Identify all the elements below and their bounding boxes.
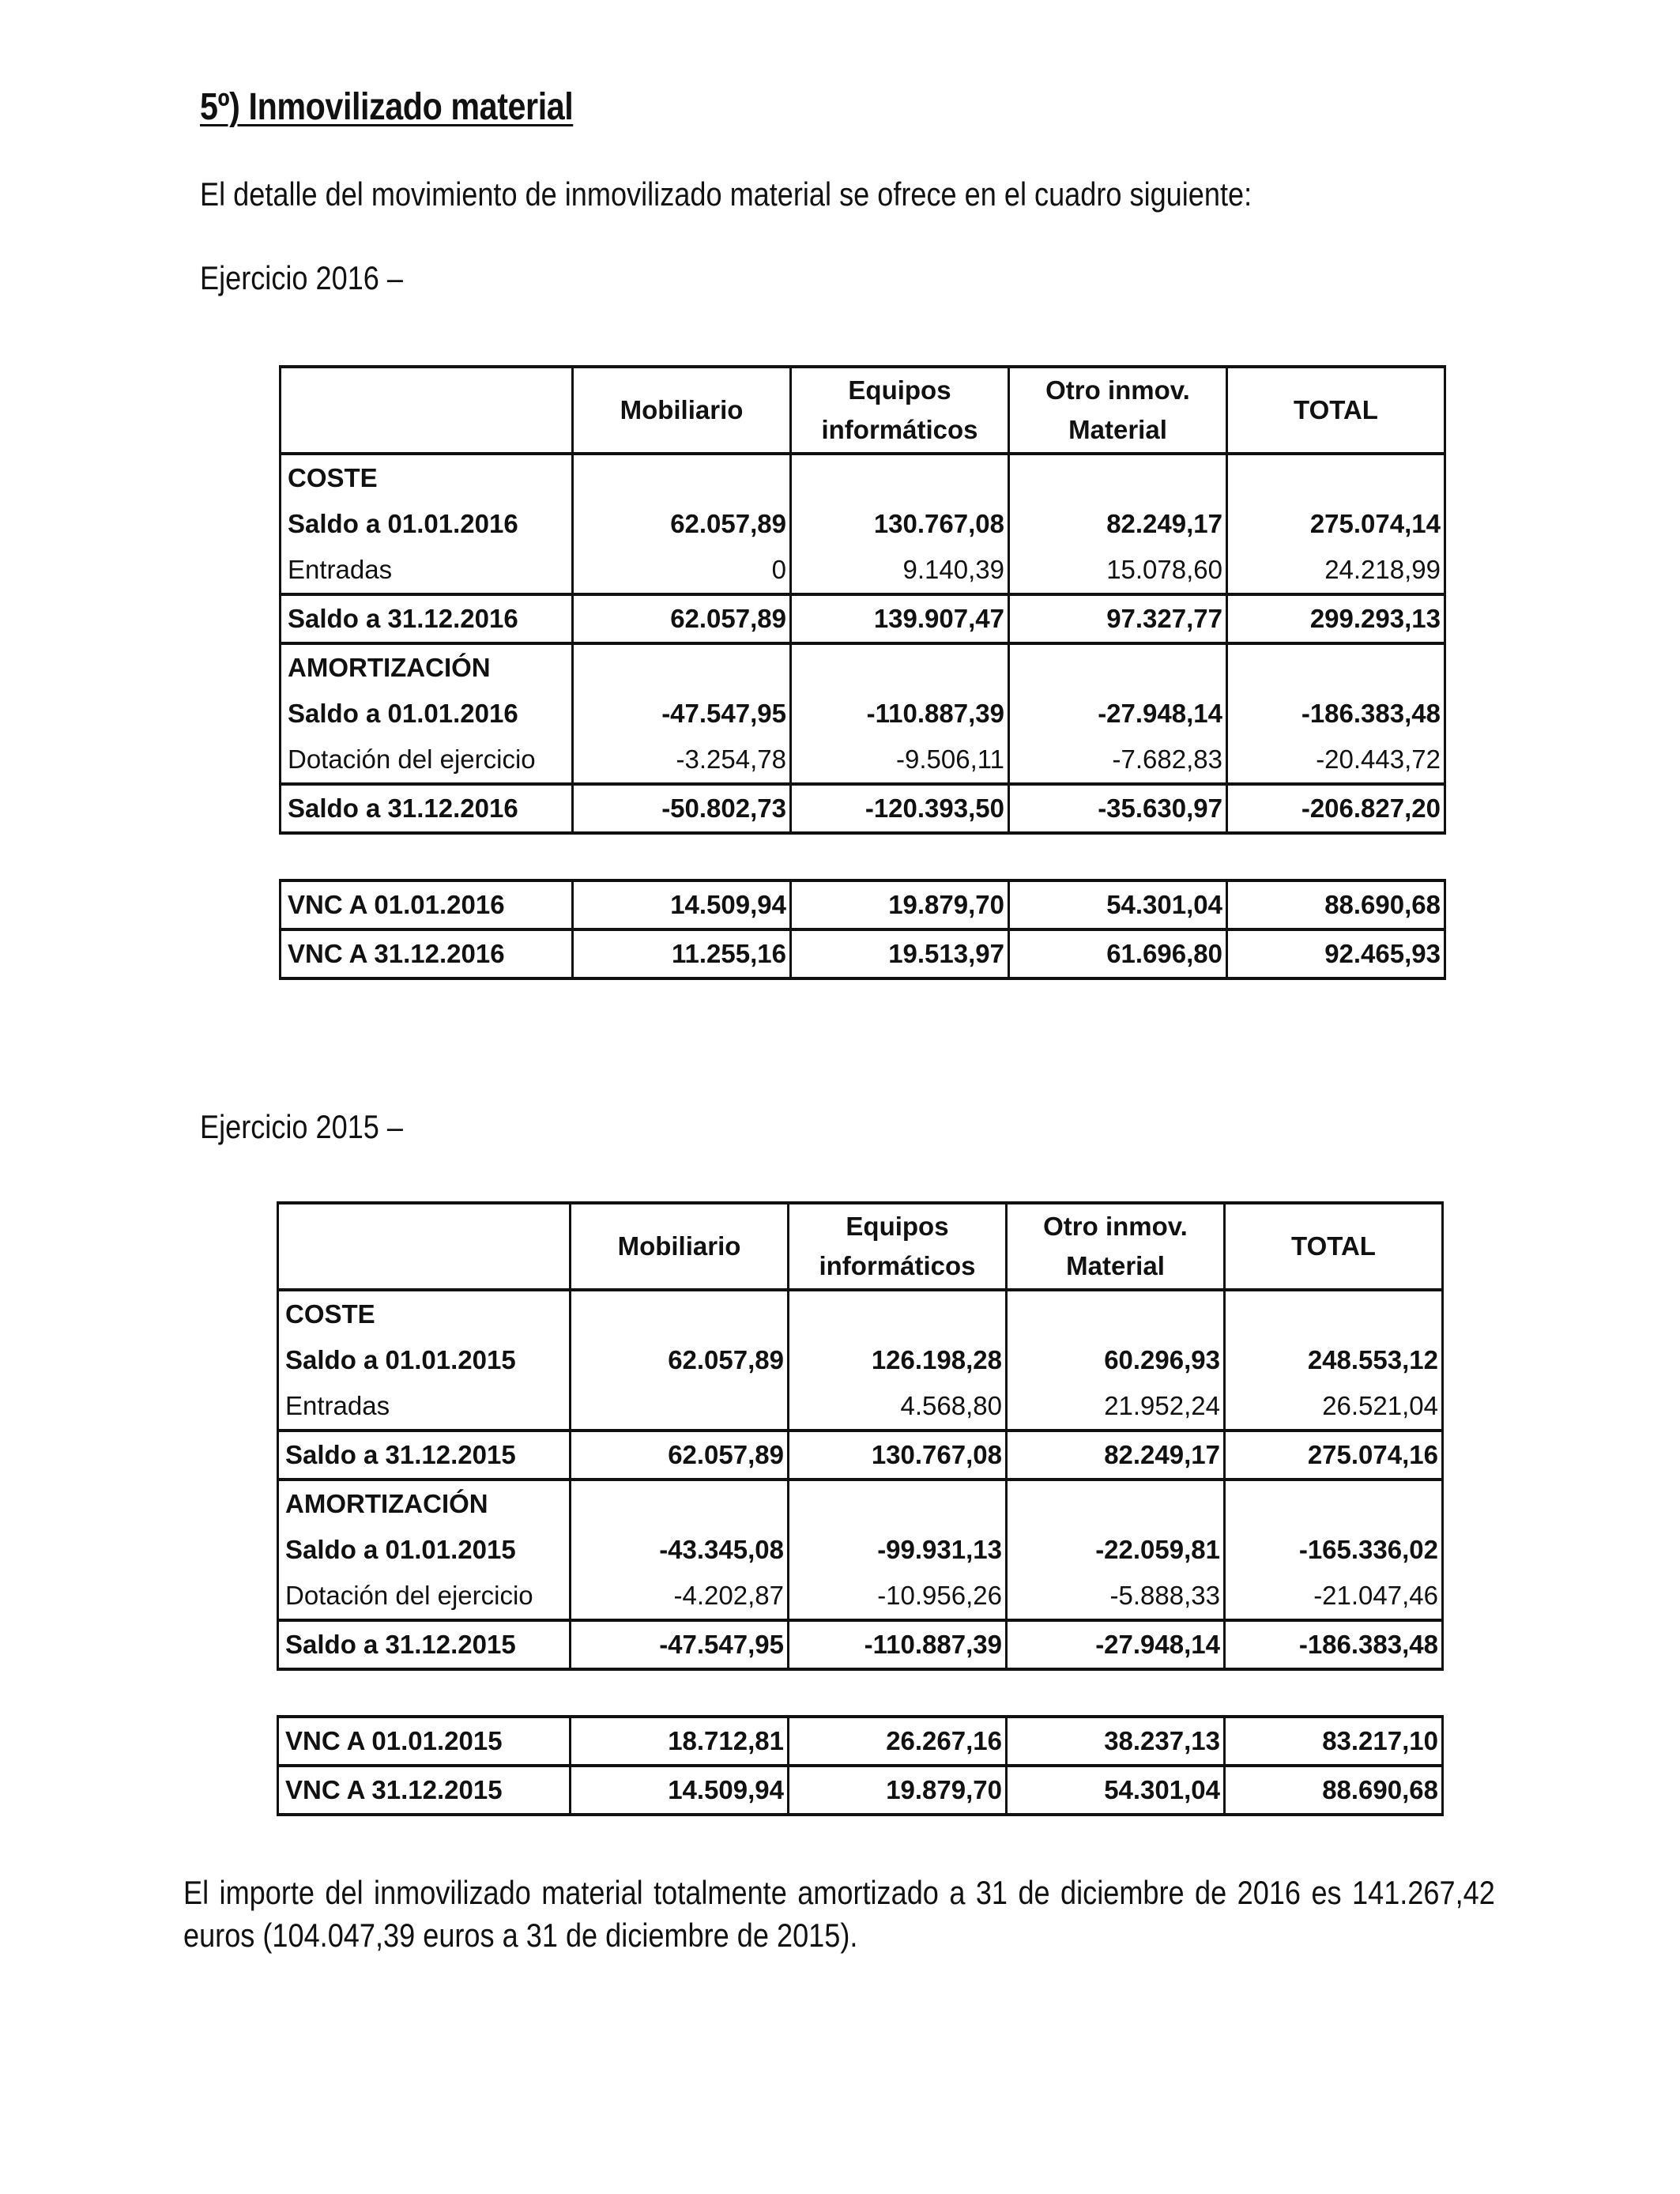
cell-mobiliario: -43.345,08 <box>571 1527 789 1573</box>
header-row <box>278 1203 1443 1290</box>
cell-otro: -35.630,97 <box>1009 784 1227 833</box>
intro-paragraph: El detalle del movimiento de inmovilizado material se ofrece en el cuadro siguiente: <box>200 175 1252 213</box>
cell-equipos: -110.887,39 <box>791 691 1009 737</box>
cell-equipos: -10.956,26 <box>789 1573 1007 1620</box>
cell-total: -21.047,46 <box>1225 1573 1443 1620</box>
cell-total: 83.217,10 <box>1225 1717 1443 1766</box>
row-label: Entradas <box>278 1383 571 1431</box>
table-row <box>278 1766 1443 1815</box>
row-label: Dotación del ejercicio <box>278 1573 571 1620</box>
table-row <box>278 1620 1443 1669</box>
table-row <box>281 594 1445 643</box>
row-label: Saldo a 31.12.2016 <box>281 784 573 833</box>
cell-mobiliario: 62.057,89 <box>571 1431 789 1480</box>
section-label: AMORTIZACIÓN <box>278 1480 571 1527</box>
cell-total: 24.218,99 <box>1227 547 1445 594</box>
row-label: Saldo a 01.01.2016 <box>281 501 573 547</box>
header-row <box>281 367 1445 454</box>
row-label: Saldo a 01.01.2015 <box>278 1527 571 1573</box>
cell-otro: -22.059,81 <box>1007 1527 1225 1573</box>
header-total: TOTAL <box>1227 367 1445 454</box>
table-row <box>278 1573 1443 1620</box>
cell-otro: -27.948,14 <box>1007 1620 1225 1669</box>
row-label: Saldo a 31.12.2015 <box>278 1431 571 1480</box>
table-spacer <box>281 833 1445 880</box>
header-otro: Otro inmov. Material <box>1007 1203 1225 1290</box>
cell-equipos: 139.907,47 <box>791 594 1009 643</box>
table-row <box>278 1431 1443 1480</box>
cell-equipos: -120.393,50 <box>791 784 1009 833</box>
cell-equipos: 9.140,39 <box>791 547 1009 594</box>
cell-mobiliario: -50.802,73 <box>573 784 791 833</box>
cell-total: -165.336,02 <box>1225 1527 1443 1573</box>
header-equipos: Equipos informáticos <box>789 1203 1007 1290</box>
cell-otro: 15.078,60 <box>1009 547 1227 594</box>
row-label: Saldo a 31.12.2016 <box>281 594 573 643</box>
cell-otro: 54.301,04 <box>1009 880 1227 929</box>
row-label: Entradas <box>281 547 573 594</box>
cell-mobiliario: 0 <box>573 547 791 594</box>
cell-equipos: 19.879,70 <box>789 1766 1007 1815</box>
header-equipos: Equipos informáticos <box>791 367 1009 454</box>
row-label: VNC A 31.12.2015 <box>278 1766 571 1815</box>
header-label <box>281 367 573 454</box>
cell-total: 88.690,68 <box>1227 880 1445 929</box>
cell-mobiliario: 14.509,94 <box>571 1766 789 1815</box>
cell-equipos: 130.767,08 <box>789 1431 1007 1480</box>
table-row <box>278 1527 1443 1573</box>
row-label: VNC A 31.12.2016 <box>281 929 573 978</box>
table-2016 <box>279 365 1446 980</box>
cell-equipos: -9.506,11 <box>791 737 1009 784</box>
cell-equipos: 126.198,28 <box>789 1337 1007 1383</box>
cell-total: -206.827,20 <box>1227 784 1445 833</box>
cell-equipos: 130.767,08 <box>791 501 1009 547</box>
cell-total: 275.074,16 <box>1225 1431 1443 1480</box>
row-label: VNC A 01.01.2016 <box>281 880 573 929</box>
cell-equipos: -99.931,13 <box>789 1527 1007 1573</box>
cell-otro: 21.952,24 <box>1007 1383 1225 1431</box>
cell-otro: 54.301,04 <box>1007 1766 1225 1815</box>
header-otro: Otro inmov. Material <box>1009 367 1227 454</box>
cell-equipos: 19.879,70 <box>791 880 1009 929</box>
table-2015 <box>277 1201 1444 1816</box>
closing-paragraph: El importe del inmovilizado material totalmente amortizado a 31 de diciembre de 2016 es 141.267,42 euros (104.047,39 euros a 31 de diciembre de 2015). <box>183 1874 1495 1954</box>
cell-mobiliario: -47.547,95 <box>573 691 791 737</box>
section-label: COSTE <box>281 454 573 501</box>
section-label: AMORTIZACIÓN <box>281 643 573 691</box>
cell-equipos: 4.568,80 <box>789 1383 1007 1431</box>
cell-mobiliario: 62.057,89 <box>573 594 791 643</box>
cell-otro: 61.696,80 <box>1009 929 1227 978</box>
row-label: Saldo a 01.01.2015 <box>278 1337 571 1383</box>
cell-total: 88.690,68 <box>1225 1766 1443 1815</box>
cell-otro: -5.888,33 <box>1007 1573 1225 1620</box>
cell-equipos: 26.267,16 <box>789 1717 1007 1766</box>
header-mobiliario: Mobiliario <box>573 367 791 454</box>
cell-mobiliario: 62.057,89 <box>573 501 791 547</box>
table-spacer <box>278 1669 1443 1717</box>
cell-total: 275.074,14 <box>1227 501 1445 547</box>
section-coste-row <box>281 454 1445 501</box>
cell-total: 92.465,93 <box>1227 929 1445 978</box>
cell-otro: 97.327,77 <box>1009 594 1227 643</box>
cell-mobiliario: 18.712,81 <box>571 1717 789 1766</box>
header-mobiliario: Mobiliario <box>571 1203 789 1290</box>
exercise-2015-heading: Ejercicio 2015 – <box>200 1108 404 1145</box>
section-amortizacion-row <box>278 1480 1443 1527</box>
table-row <box>281 880 1445 929</box>
header-total: TOTAL <box>1225 1203 1443 1290</box>
cell-total: 299.293,13 <box>1227 594 1445 643</box>
section-amortizacion-row <box>281 643 1445 691</box>
table-row <box>281 691 1445 737</box>
table-row <box>278 1337 1443 1383</box>
cell-mobiliario: 62.057,89 <box>571 1337 789 1383</box>
table-row <box>278 1717 1443 1766</box>
section-title: 5º) Inmovilizado material <box>200 86 574 128</box>
cell-total: -186.383,48 <box>1225 1620 1443 1669</box>
table-row <box>278 1383 1443 1431</box>
row-label: VNC A 01.01.2015 <box>278 1717 571 1766</box>
cell-mobiliario: 11.255,16 <box>573 929 791 978</box>
cell-otro: 82.249,17 <box>1009 501 1227 547</box>
cell-total: 26.521,04 <box>1225 1383 1443 1431</box>
row-label: Saldo a 31.12.2015 <box>278 1620 571 1669</box>
table-row <box>281 547 1445 594</box>
cell-otro: -27.948,14 <box>1009 691 1227 737</box>
table-row <box>281 929 1445 978</box>
row-label: Dotación del ejercicio <box>281 737 573 784</box>
cell-otro: -7.682,83 <box>1009 737 1227 784</box>
cell-total: -186.383,48 <box>1227 691 1445 737</box>
cell-mobiliario: -3.254,78 <box>573 737 791 784</box>
cell-mobiliario <box>571 1383 789 1431</box>
cell-equipos: -110.887,39 <box>789 1620 1007 1669</box>
section-coste-row <box>278 1290 1443 1337</box>
cell-otro: 82.249,17 <box>1007 1431 1225 1480</box>
row-label: Saldo a 01.01.2016 <box>281 691 573 737</box>
cell-total: -20.443,72 <box>1227 737 1445 784</box>
cell-otro: 38.237,13 <box>1007 1717 1225 1766</box>
table-row <box>281 737 1445 784</box>
table-row <box>281 501 1445 547</box>
cell-mobiliario: -4.202,87 <box>571 1573 789 1620</box>
cell-otro: 60.296,93 <box>1007 1337 1225 1383</box>
cell-mobiliario: -47.547,95 <box>571 1620 789 1669</box>
cell-total: 248.553,12 <box>1225 1337 1443 1383</box>
header-label <box>278 1203 571 1290</box>
section-label: COSTE <box>278 1290 571 1337</box>
exercise-2016-heading: Ejercicio 2016 – <box>200 259 404 296</box>
table-row <box>281 784 1445 833</box>
cell-equipos: 19.513,97 <box>791 929 1009 978</box>
cell-mobiliario: 14.509,94 <box>573 880 791 929</box>
